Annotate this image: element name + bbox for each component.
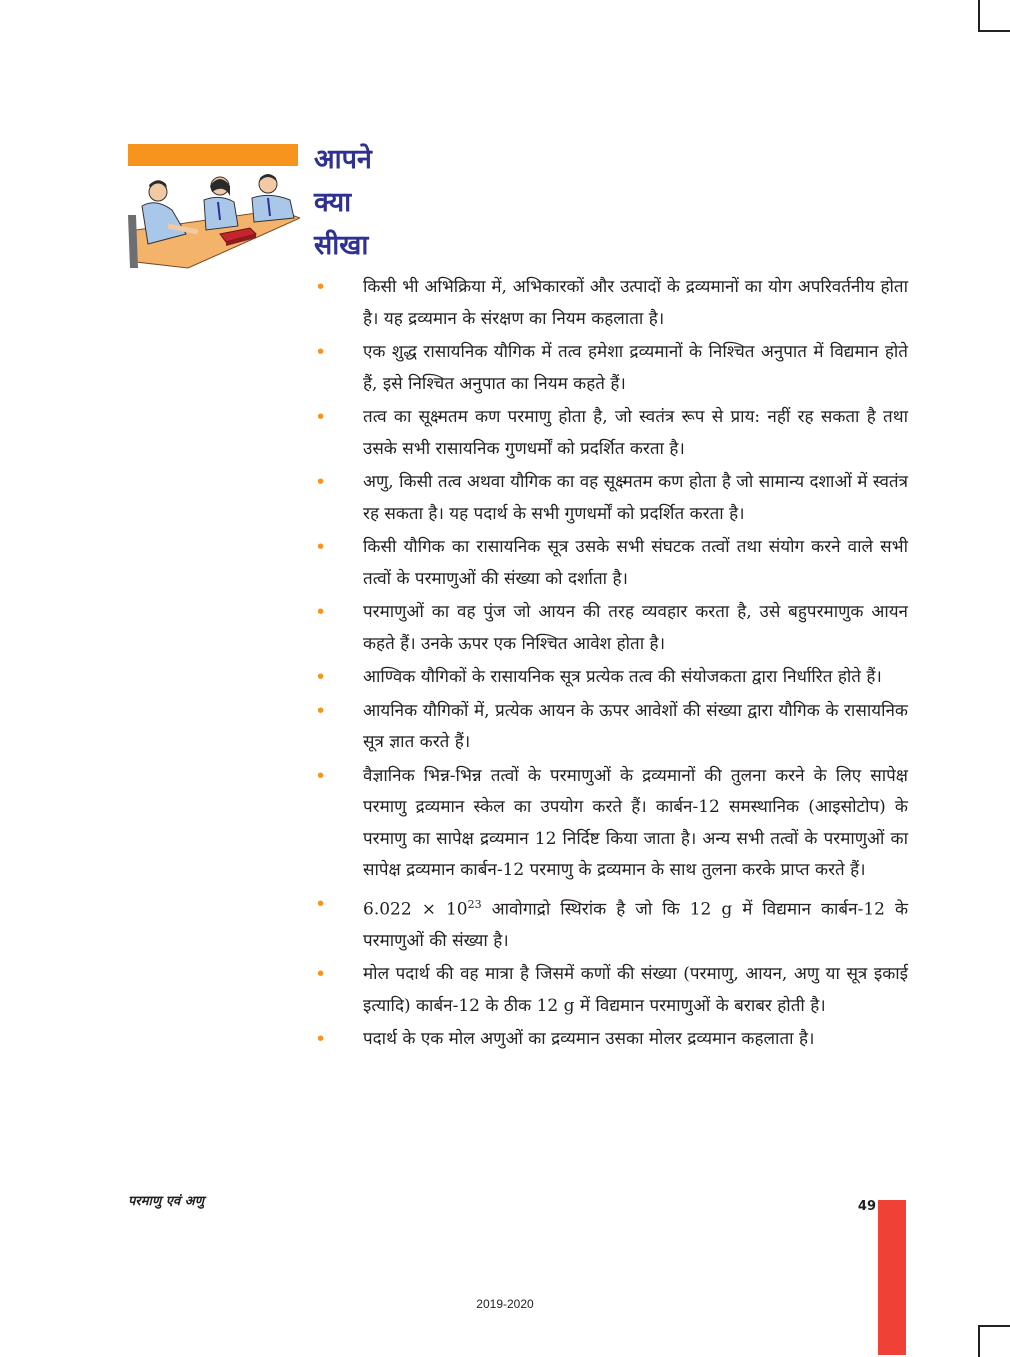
page-edge-bar bbox=[878, 1200, 906, 1355]
bullet-icon: • bbox=[315, 699, 327, 722]
list-item-text: परमाणुओं का वह पुंज जो आयन की तरह व्यवहार करता है, उसे बहुपरमाणुक आयन कहते हैं। उनके ऊपर एक निश्चित आवेश होता है। bbox=[363, 602, 908, 654]
list-item bbox=[314, 402, 908, 465]
bullet-icon: • bbox=[315, 471, 327, 493]
bullet-icon: • bbox=[315, 341, 327, 363]
list-item-text: किसी यौगिक का रासायनिक सूत्र उसके सभी संघटक तत्वों तथा संयोग करने वाले सभी तत्वों के परमाणुओं की संख्या को दर्शाता है। bbox=[363, 537, 908, 589]
list-item-text: तत्व का सूक्ष्मतम कण परमाणु होता है, जो स्वतंत्र रूप से प्राय: नहीं रह सकता है तथा उसके सभी रासायनिक गुणधर्मों को प्रदर्शित करता है। bbox=[363, 407, 908, 459]
bullet-icon: • bbox=[315, 601, 327, 623]
bullet-icon: • bbox=[315, 764, 327, 787]
section-title bbox=[314, 138, 372, 267]
section-title-line-1: आपने bbox=[314, 144, 372, 175]
edition-year: 2019-2020 bbox=[476, 1297, 534, 1311]
bullet-icon: • bbox=[315, 1028, 327, 1051]
section-accent-bar bbox=[128, 144, 298, 166]
list-item bbox=[314, 597, 908, 660]
list-item-text: अणु, किसी तत्व अथवा यौगिक का वह सूक्ष्मतम कण होता है जो सामान्य दशाओं में स्वतंत्र रह सकता है। यह पदार्थ के सभी गुणधर्मों को प्रदर्शित करता है। bbox=[363, 472, 908, 524]
chapter-name: परमाणु एवं अणु bbox=[128, 1194, 205, 1209]
list-item bbox=[314, 337, 908, 400]
bullet-icon: • bbox=[315, 276, 327, 298]
list-item bbox=[314, 696, 908, 759]
crop-mark-top-right bbox=[978, 0, 1010, 32]
section-title-line-3: सीखा bbox=[314, 230, 369, 261]
crop-mark-bottom-right bbox=[978, 1325, 1010, 1357]
bullet-icon: • bbox=[315, 666, 327, 688]
summary-list bbox=[314, 272, 908, 1058]
list-item-text: पदार्थ के एक मोल अणुओं का द्रव्यमान उसका मोलर द्रव्यमान कहलाता है। bbox=[363, 1029, 815, 1050]
list-item bbox=[314, 761, 908, 887]
bullet-icon: • bbox=[315, 406, 327, 428]
bullet-icon: • bbox=[315, 536, 327, 558]
list-item bbox=[314, 959, 908, 1022]
section-title-line-2: क्या bbox=[314, 187, 352, 218]
bullet-icon: • bbox=[315, 892, 327, 915]
bullet-icon: • bbox=[315, 963, 327, 986]
list-item bbox=[314, 467, 908, 530]
list-item bbox=[314, 532, 908, 595]
list-item-text: आण्विक यौगिकों के रासायनिक सूत्र प्रत्येक तत्व की संयोजकता द्वारा निर्धारित होते हैं। bbox=[363, 667, 882, 687]
power-base: 10 bbox=[445, 899, 468, 920]
list-item-text: मोल पदार्थ की वह मात्रा है जिसमें कणों की संख्या (परमाणु, आयन, अणु या सूत्र इकाई इत्यादि) कार्बन-12 के ठीक 12 g में विद्यमान परमाणुओं के बराबर होती है। bbox=[363, 964, 908, 1016]
list-item-text: किसी भी अभिक्रिया में, अभिकारकों और उत्पादों के द्रव्यमानों का योग अपरिवर्तनीय होता है। यह द्रव्यमान के संरक्षण का नियम कहलाता है। bbox=[363, 277, 908, 329]
list-item-text: एक शुद्ध रासायनिक यौगिक में तत्व हमेशा द्रव्यमानों के निश्चित अनुपात में विद्यमान होते हैं, इसे निश्चित अनुपात का नियम कहते हैं। bbox=[363, 342, 908, 394]
list-item-text: आयनिक यौगिकों में, प्रत्येक आयन के ऊपर आवेशों की संख्या द्वारा यौगिक के रासायनिक सूत्र ज्ञात करते हैं। bbox=[363, 700, 908, 752]
list-item bbox=[314, 1024, 908, 1056]
list-item bbox=[314, 272, 908, 335]
list-item bbox=[314, 662, 908, 694]
avogadro-value: 6.022 bbox=[363, 899, 412, 920]
list-item bbox=[314, 889, 908, 958]
list-item-text: आवोगाद्रो स्थिरांक है जो कि 12 g में विद्यमान कार्बन-12 के परमाणुओं की संख्या है। bbox=[363, 899, 909, 951]
times-sign: × bbox=[421, 899, 436, 920]
page-number: 49 bbox=[857, 1199, 876, 1214]
students-illustration bbox=[128, 170, 300, 270]
list-item-text: वैज्ञानिक भिन्न-भिन्न तत्वों के परमाणुओं के द्रव्यमानों की तुलना करने के लिए सापेक्ष परमाणु द्रव्यमान स्केल का उपयोग करते हैं। कार्बन-12 समस्थानिक (आइसोटोप) के परमाणु का सापेक्ष द्रव्यमान 12 निर्दिष्ट किया जाता है। अन्य सभी तत्वों के परमाणुओं का सापेक्ष द्रव्यमान कार्बन-12 परमाणु के द्रव्यमान के साथ तुलना करके प्राप्त करते हैं। bbox=[363, 765, 908, 880]
power-exponent: 23 bbox=[467, 897, 482, 911]
